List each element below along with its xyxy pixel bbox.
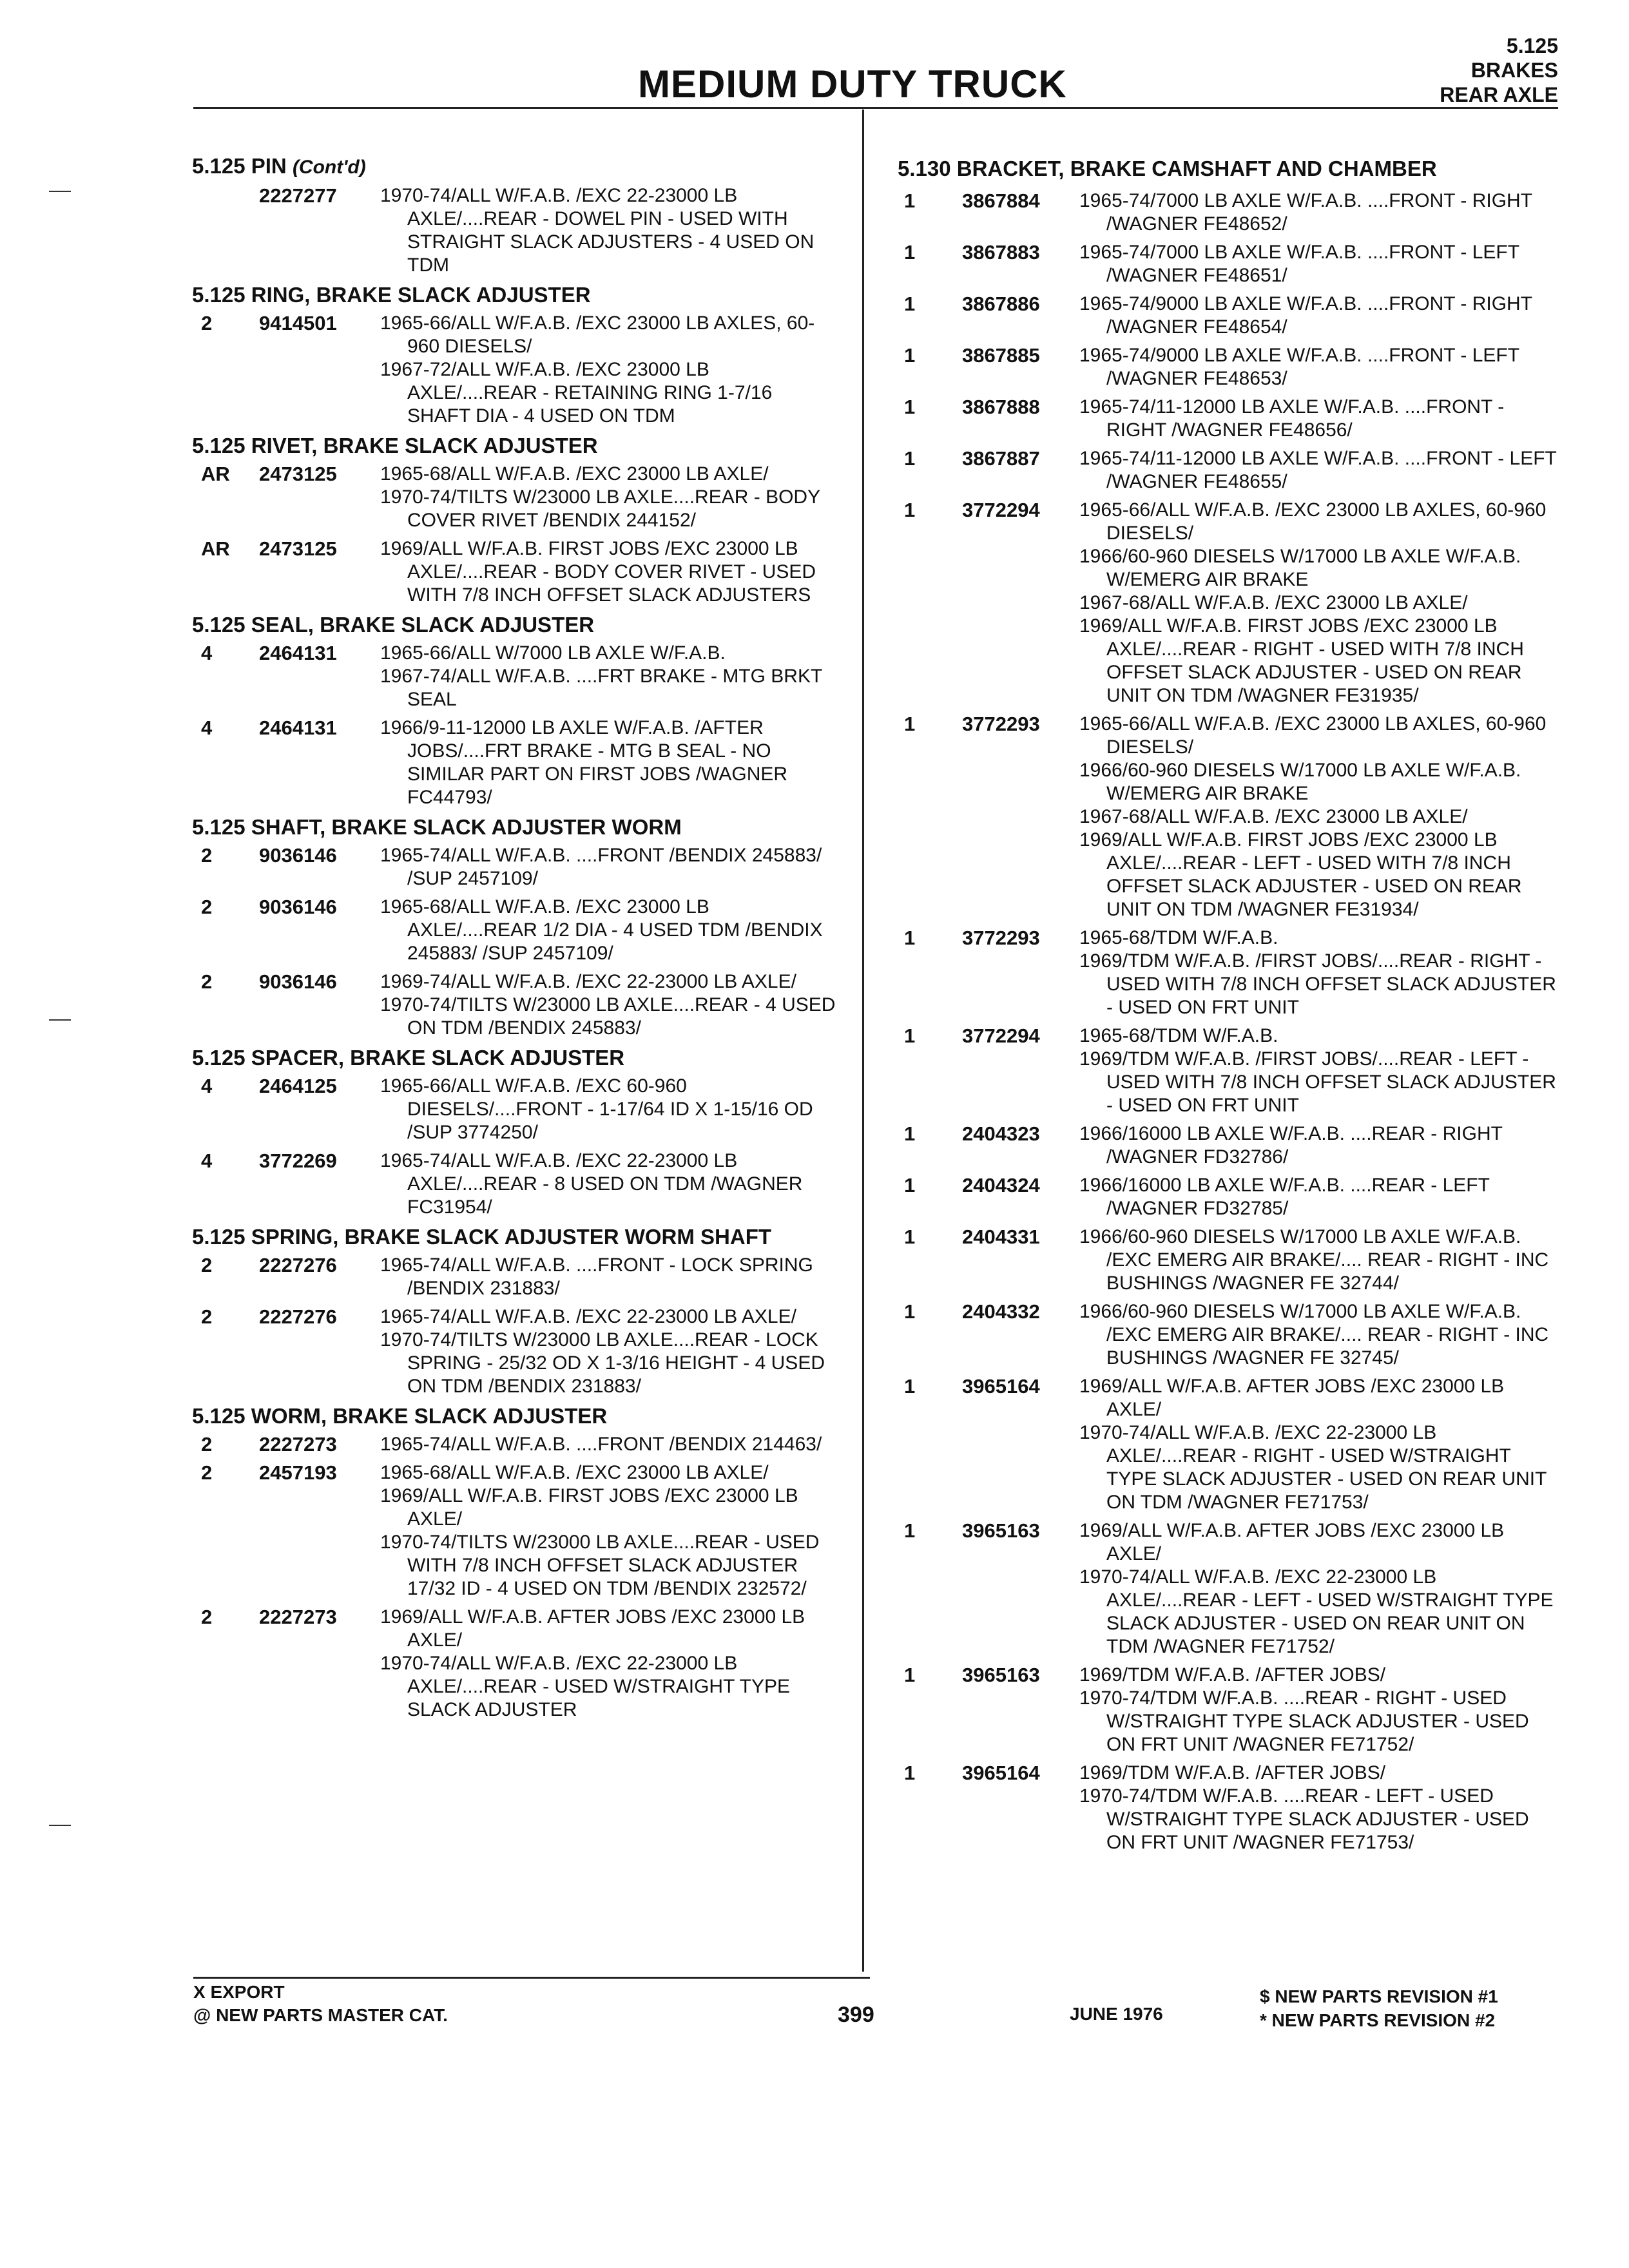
application-line: 1970-74/TILTS W/23000 LB AXLE....REAR - BODY COVER RIVET /BENDIX 244152/: [380, 486, 820, 531]
section-number: 5.125: [1506, 34, 1558, 57]
part-entry: [187, 1075, 838, 1144]
application-description: [380, 1606, 838, 1722]
header-rule: [193, 107, 1558, 109]
section-heading: [898, 156, 1563, 182]
quantity: 1: [904, 1122, 916, 1145]
part-entry: [892, 396, 1563, 442]
part-entry: [892, 189, 1563, 236]
section-title: 5.125 SPRING, BRAKE SLACK ADJUSTER WORM SHAFT: [192, 1225, 772, 1249]
quantity: 1: [904, 189, 916, 212]
part-number: 2473125: [259, 537, 337, 560]
part-entry: [892, 1300, 1563, 1370]
part-entry: [892, 1375, 1563, 1514]
application-line: 1966/60-960 DIESELS W/17000 LB AXLE W/F.A.B. W/EMERG AIR BRAKE: [1079, 546, 1521, 590]
revision-legend: [1260, 1984, 1498, 2032]
right-column: [892, 149, 1563, 1860]
publication-date: JUNE 1976: [1070, 2004, 1163, 2024]
quantity: 2: [201, 1433, 213, 1456]
application-description: [1079, 499, 1563, 707]
application-line: 1970-74/ALL W/F.A.B. /EXC 22-23000 LB AXLE/....REAR - RIGHT - USED W/STRAIGHT TYPE SLACK ADJUSTER - USED ON REAR UNIT ON TDM /WAGNER FE71753/: [1079, 1422, 1547, 1513]
part-number: 2227277: [259, 184, 337, 207]
part-entry: [187, 1254, 838, 1300]
application-line: 1965-74/ALL W/F.A.B. /EXC 22-23000 LB AXLE/: [380, 1306, 796, 1327]
application-line: 1965-74/11-12000 LB AXLE W/F.A.B. ....FRONT - LEFT /WAGNER FE48655/: [1079, 448, 1557, 492]
part-entry: [187, 716, 838, 809]
application-line: 1965-74/7000 LB AXLE W/F.A.B. ....FRONT - RIGHT /WAGNER FE48652/: [1079, 190, 1532, 235]
application-line: 1965-74/ALL W/F.A.B. ....FRONT /BENDIX 214463/: [380, 1434, 822, 1455]
part-number: 3965163: [962, 1519, 1040, 1542]
application-description: [1079, 1174, 1563, 1220]
part-number: 3867883: [962, 241, 1040, 264]
quantity: 1: [904, 344, 916, 367]
part-number: 2404332: [962, 1300, 1040, 1323]
application-line: 1965-68/TDM W/F.A.B.: [1079, 927, 1278, 948]
part-number: 3965164: [962, 1375, 1040, 1398]
section-heading: [192, 282, 838, 308]
part-entry: [892, 447, 1563, 494]
application-description: [1079, 189, 1563, 236]
part-entry: [187, 1305, 838, 1398]
part-entry: [187, 970, 838, 1040]
application-line: 1965-68/ALL W/F.A.B. /EXC 23000 LB AXLE/....REAR 1/2 DIA - 4 USED TDM /BENDIX 245883/ /SUP 2457109/: [380, 896, 823, 964]
application-line: 1970-74/TILTS W/23000 LB AXLE....REAR - 4 USED ON TDM /BENDIX 245883/: [380, 994, 836, 1039]
application-line: 1969-74/ALL W/F.A.B. /EXC 22-23000 LB AXLE/: [380, 971, 796, 992]
application-description: [380, 1254, 838, 1300]
quantity: 1: [904, 396, 916, 418]
part-entry: [187, 1606, 838, 1722]
part-number: 2404324: [962, 1174, 1040, 1196]
quantity: 2: [201, 1254, 213, 1276]
application-description: [1079, 927, 1563, 1019]
part-entry: [187, 463, 838, 532]
application-line: 1966/60-960 DIESELS W/17000 LB AXLE W/F.A.B. /EXC EMERG AIR BRAKE/.... REAR - RIGHT - INC BUSHINGS /WAGNER FE 32744/: [1079, 1226, 1549, 1294]
left-column: [187, 149, 838, 1727]
application-line: 1969/ALL W/F.A.B. FIRST JOBS /EXC 23000 LB AXLE/: [380, 1485, 798, 1530]
application-description: [1079, 344, 1563, 390]
application-description: [1079, 1664, 1563, 1756]
part-number: 2227276: [259, 1254, 337, 1276]
part-number: 2404323: [962, 1122, 1040, 1145]
part-entry: [892, 1664, 1563, 1756]
application-line: 1965-68/ALL W/F.A.B. /EXC 23000 LB AXLE/: [380, 1462, 769, 1483]
application-description: [1079, 1122, 1563, 1169]
application-description: [1079, 396, 1563, 442]
quantity: 4: [201, 642, 213, 664]
part-number: 3867884: [962, 189, 1040, 212]
quantity: 1: [904, 1300, 916, 1323]
section-title: 5.125 SHAFT, BRAKE SLACK ADJUSTER WORM: [192, 815, 682, 839]
part-entry: [892, 1762, 1563, 1854]
margin-mark: [49, 1019, 71, 1021]
part-number: 3965164: [962, 1762, 1040, 1784]
application-line: 1969/ALL W/F.A.B. FIRST JOBS /EXC 23000 LB AXLE/....REAR - BODY COVER RIVET - USED WITH 7/8 INCH OFFSET SLACK ADJUSTERS: [380, 538, 816, 606]
application-description: [380, 716, 838, 809]
application-line: 1965-74/7000 LB AXLE W/F.A.B. ....FRONT - LEFT /WAGNER FE48651/: [1079, 242, 1519, 286]
application-line: 1969/ALL W/F.A.B. AFTER JOBS /EXC 23000 LB AXLE/: [380, 1606, 805, 1651]
application-line: 1965-66/ALL W/F.A.B. /EXC 60-960 DIESELS/....FRONT - 1-17/64 ID X 1-15/16 OD /SUP 3774250/: [380, 1075, 813, 1143]
quantity: 1: [904, 447, 916, 470]
part-number: 2464131: [259, 642, 337, 664]
application-line: 1970-74/TILTS W/23000 LB AXLE....REAR - LOCK SPRING - 25/32 OD X 1-3/16 HEIGHT - 4 USED ON TDM /BENDIX 231883/: [380, 1329, 825, 1397]
application-line: 1965-66/ALL W/F.A.B. /EXC 23000 LB AXLES, 60-960 DIESELS/: [380, 312, 815, 357]
application-line: 1965-68/TDM W/F.A.B.: [1079, 1025, 1278, 1046]
application-line: 1966/16000 LB AXLE W/F.A.B. ....REAR - LEFT /WAGNER FD32785/: [1079, 1175, 1490, 1219]
application-description: [380, 537, 838, 607]
part-number: 9036146: [259, 844, 337, 867]
section-heading: [192, 612, 838, 638]
application-description: [380, 642, 838, 711]
part-number: 3867885: [962, 344, 1040, 367]
section-title: 5.130 BRACKET, BRAKE CAMSHAFT AND CHAMBER: [898, 157, 1437, 180]
application-description: [380, 970, 838, 1040]
page-title: MEDIUM DUTY TRUCK: [638, 62, 1067, 106]
quantity: 1: [904, 1762, 916, 1784]
part-entry: [892, 1519, 1563, 1658]
application-line: 1969/TDM W/F.A.B. /AFTER JOBS/: [1079, 1762, 1386, 1783]
application-line: 1966/60-960 DIESELS W/17000 LB AXLE W/F.A.B. W/EMERG AIR BRAKE: [1079, 760, 1521, 804]
section-title: 5.125 SPACER, BRAKE SLACK ADJUSTER: [192, 1046, 625, 1070]
continued-note: (Cont'd): [292, 157, 366, 178]
application-line: 1967-68/ALL W/F.A.B. /EXC 23000 LB AXLE/: [1079, 806, 1468, 827]
legend-master-catalog: @ NEW PARTS MASTER CAT.: [193, 2005, 448, 2025]
section-title: 5.125 RIVET, BRAKE SLACK ADJUSTER: [192, 434, 598, 457]
application-line: 1967-68/ALL W/F.A.B. /EXC 23000 LB AXLE/: [1079, 592, 1468, 613]
part-entry: [187, 896, 838, 965]
application-description: [380, 1461, 838, 1600]
quantity: 1: [904, 241, 916, 264]
section-heading: [192, 814, 838, 840]
application-line: 1969/ALL W/F.A.B. AFTER JOBS /EXC 23000 LB AXLE/: [1079, 1520, 1505, 1564]
application-line: 1969/TDM W/F.A.B. /FIRST JOBS/....REAR - RIGHT - USED WITH 7/8 INCH OFFSET SLACK ADJUSTER - USED ON FRT UNIT: [1079, 950, 1556, 1018]
subgroup-label: REAR AXLE: [1440, 83, 1558, 106]
application-line: 1965-74/9000 LB AXLE W/F.A.B. ....FRONT - LEFT /WAGNER FE48653/: [1079, 345, 1519, 389]
application-description: [1079, 1762, 1563, 1854]
part-entry: [187, 642, 838, 711]
application-line: 1965-74/11-12000 LB AXLE W/F.A.B. ....FRONT - RIGHT /WAGNER FE48656/: [1079, 396, 1505, 441]
part-entry: [187, 1433, 838, 1456]
application-line: 1966/16000 LB AXLE W/F.A.B. ....REAR - RIGHT /WAGNER FD32786/: [1079, 1123, 1503, 1168]
part-entry: [892, 713, 1563, 921]
quantity: 1: [904, 1519, 916, 1542]
application-description: [380, 184, 838, 277]
application-description: [1079, 1519, 1563, 1658]
quantity: 1: [904, 1225, 916, 1248]
application-line: 1970-74/TILTS W/23000 LB AXLE....REAR - USED WITH 7/8 INCH OFFSET SLACK ADJUSTER 17/32 ID - 4 USED ON TDM /BENDIX 232572/: [380, 1532, 820, 1599]
part-number: 2227273: [259, 1433, 337, 1456]
application-description: [1079, 1225, 1563, 1295]
group-label: BRAKES: [1470, 59, 1558, 82]
section-reference: [1440, 34, 1558, 107]
part-entry: [892, 1024, 1563, 1117]
part-entry: [187, 1149, 838, 1219]
part-entry: [187, 537, 838, 607]
application-description: [1079, 1300, 1563, 1370]
quantity: 2: [201, 1606, 213, 1628]
application-description: [1079, 293, 1563, 339]
quantity: 2: [201, 1461, 213, 1484]
application-line: 1965-66/ALL W/F.A.B. /EXC 23000 LB AXLES, 60-960 DIESELS/: [1079, 499, 1547, 544]
part-entry: [892, 1225, 1563, 1295]
legend-export: X EXPORT: [193, 1982, 285, 2002]
quantity: 4: [201, 1075, 213, 1097]
quantity: 4: [201, 716, 213, 739]
application-line: 1965-74/ALL W/F.A.B. ....FRONT /BENDIX 245883/ /SUP 2457109/: [380, 845, 822, 889]
quantity: 4: [201, 1149, 213, 1172]
part-number: 2227276: [259, 1305, 337, 1328]
quantity: AR: [201, 537, 230, 560]
part-number: 3867886: [962, 293, 1040, 315]
section-title: 5.125 SEAL, BRAKE SLACK ADJUSTER: [192, 613, 595, 637]
quantity: 1: [904, 1664, 916, 1686]
part-entry: [892, 499, 1563, 707]
footer-rule: [193, 1977, 870, 1979]
application-line: 1966/9-11-12000 LB AXLE W/F.A.B. /AFTER JOBS/....FRT BRAKE - MTG B SEAL - NO SIMILAR PART ON FIRST JOBS /WAGNER FC44793/: [380, 717, 788, 808]
part-entry: [187, 1461, 838, 1600]
application-line: 1969/TDM W/F.A.B. /AFTER JOBS/: [1079, 1664, 1386, 1686]
section-title: 5.125 RING, BRAKE SLACK ADJUSTER: [192, 283, 591, 307]
application-description: [380, 1305, 838, 1398]
quantity: 2: [201, 312, 213, 334]
application-description: [380, 896, 838, 965]
application-line: 1965-74/ALL W/F.A.B. /EXC 22-23000 LB AXLE/....REAR - 8 USED ON TDM /WAGNER FC31954/: [380, 1150, 803, 1218]
part-entry: [892, 241, 1563, 287]
application-line: 1970-74/TDM W/F.A.B. ....REAR - LEFT - USED W/STRAIGHT TYPE SLACK ADJUSTER - USED ON FRT UNIT /WAGNER FE71753/: [1079, 1785, 1529, 1853]
application-description: [380, 1149, 838, 1219]
section-heading: [192, 153, 838, 180]
application-description: [380, 1075, 838, 1144]
part-number: 2404331: [962, 1225, 1040, 1248]
section-heading: [192, 1045, 838, 1071]
part-entry: [892, 344, 1563, 390]
quantity: 2: [201, 896, 213, 918]
part-number: 3772269: [259, 1149, 337, 1172]
quantity: 2: [201, 1305, 213, 1328]
quantity: 1: [904, 499, 916, 521]
application-line: 1965-66/ALL W/F.A.B. /EXC 23000 LB AXLES, 60-960 DIESELS/: [1079, 713, 1547, 758]
part-entry: [187, 184, 838, 277]
part-number: 2464125: [259, 1075, 337, 1097]
application-line: 1966/60-960 DIESELS W/17000 LB AXLE W/F.A.B. /EXC EMERG AIR BRAKE/.... REAR - RIGHT - INC BUSHINGS /WAGNER FE 32745/: [1079, 1301, 1549, 1369]
part-number: 2227273: [259, 1606, 337, 1628]
application-description: [1079, 713, 1563, 921]
section-heading: [192, 1224, 838, 1250]
part-entry: [892, 927, 1563, 1019]
part-entry: [892, 293, 1563, 339]
application-line: 1967-74/ALL W/F.A.B. ....FRT BRAKE - MTG BRKT SEAL: [380, 666, 822, 710]
application-description: [380, 1433, 838, 1456]
application-line: 1970-74/ALL W/F.A.B. /EXC 22-23000 LB AXLE/....REAR - LEFT - USED W/STRAIGHT TYPE SLACK ADJUSTER - USED ON REAR UNIT ON TDM /WAGNER FE71752/: [1079, 1566, 1554, 1657]
part-entry: [187, 844, 838, 890]
part-number: 3867887: [962, 447, 1040, 470]
part-number: 2464131: [259, 716, 337, 739]
application-line: 1965-66/ALL W/7000 LB AXLE W/F.A.B.: [380, 642, 726, 664]
part-number: 2457193: [259, 1461, 337, 1484]
application-line: 1969/TDM W/F.A.B. /FIRST JOBS/....REAR - LEFT - USED WITH 7/8 INCH OFFSET SLACK ADJUSTER - USED ON FRT UNIT: [1079, 1048, 1556, 1116]
quantity: AR: [201, 463, 230, 485]
section-title: 5.125 WORM, BRAKE SLACK ADJUSTER: [192, 1404, 608, 1428]
section-heading: [192, 433, 838, 459]
application-line: 1969/ALL W/F.A.B. AFTER JOBS /EXC 23000 LB AXLE/: [1079, 1376, 1505, 1420]
application-line: 1965-68/ALL W/F.A.B. /EXC 23000 LB AXLE/: [380, 463, 769, 485]
section-heading: [192, 1403, 838, 1429]
application-description: [1079, 447, 1563, 494]
quantity: 2: [201, 844, 213, 867]
application-line: 1970-74/TDM W/F.A.B. ....REAR - RIGHT - USED W/STRAIGHT TYPE SLACK ADJUSTER - USED ON FRT UNIT /WAGNER FE71752/: [1079, 1687, 1529, 1755]
part-number: 3772294: [962, 1024, 1040, 1047]
part-number: 3772293: [962, 713, 1040, 735]
part-number: 3965163: [962, 1664, 1040, 1686]
application-description: [380, 844, 838, 890]
part-number: 9036146: [259, 896, 337, 918]
part-number: 2473125: [259, 463, 337, 485]
part-number: 3772294: [962, 499, 1040, 521]
application-line: 1967-72/ALL W/F.A.B. /EXC 23000 LB AXLE/....REAR - RETAINING RING 1-7/16 SHAFT DIA - 4 USED ON TDM: [380, 359, 773, 427]
application-description: [380, 463, 838, 532]
application-description: [1079, 1024, 1563, 1117]
column-divider: [862, 110, 864, 1972]
part-number: 3772293: [962, 927, 1040, 949]
margin-mark: [49, 191, 71, 192]
quantity: 1: [904, 713, 916, 735]
part-number: 9036146: [259, 970, 337, 993]
application-description: [1079, 1375, 1563, 1514]
part-entry: [892, 1122, 1563, 1169]
margin-mark: [49, 1825, 71, 1826]
application-line: 1970-74/ALL W/F.A.B. /EXC 22-23000 LB AXLE/....REAR - USED W/STRAIGHT TYPE SLACK ADJUSTER: [380, 1653, 791, 1720]
application-line: 1970-74/ALL W/F.A.B. /EXC 22-23000 LB AXLE/....REAR - DOWEL PIN - USED WITH STRAIGHT SLACK ADJUSTERS - 4 USED ON TDM: [380, 185, 815, 276]
revision-1-note: $ NEW PARTS REVISION #1: [1260, 1986, 1498, 2006]
application-line: 1969/ALL W/F.A.B. FIRST JOBS /EXC 23000 LB AXLE/....REAR - RIGHT - USED WITH 7/8 INCH OFFSET SLACK ADJUSTER - USED ON REAR UNIT ON TDM /WAGNER FE31935/: [1079, 615, 1524, 706]
part-entry: [187, 312, 838, 428]
application-line: 1965-74/9000 LB AXLE W/F.A.B. ....FRONT - RIGHT /WAGNER FE48654/: [1079, 293, 1532, 338]
application-line: 1969/ALL W/F.A.B. FIRST JOBS /EXC 23000 LB AXLE/....REAR - LEFT - USED WITH 7/8 INCH OFFSET SLACK ADJUSTER - USED ON REAR UNIT ON TDM /WAGNER FE31934/: [1079, 829, 1522, 920]
quantity: 2: [201, 970, 213, 993]
part-entry: [892, 1174, 1563, 1220]
revision-2-note: * NEW PARTS REVISION #2: [1260, 2010, 1496, 2030]
part-number: 3867888: [962, 396, 1040, 418]
footer-legend: [193, 1981, 448, 2027]
application-description: [1079, 241, 1563, 287]
part-number: 9414501: [259, 312, 337, 334]
section-title: 5.125 PIN: [192, 154, 287, 178]
page-number: 399: [838, 2003, 874, 2027]
quantity: 1: [904, 293, 916, 315]
application-description: [380, 312, 838, 428]
application-line: 1965-74/ALL W/F.A.B. ....FRONT - LOCK SPRING /BENDIX 231883/: [380, 1254, 813, 1299]
quantity: 1: [904, 1174, 916, 1196]
quantity: 1: [904, 1024, 916, 1047]
quantity: 1: [904, 927, 916, 949]
quantity: 1: [904, 1375, 916, 1398]
